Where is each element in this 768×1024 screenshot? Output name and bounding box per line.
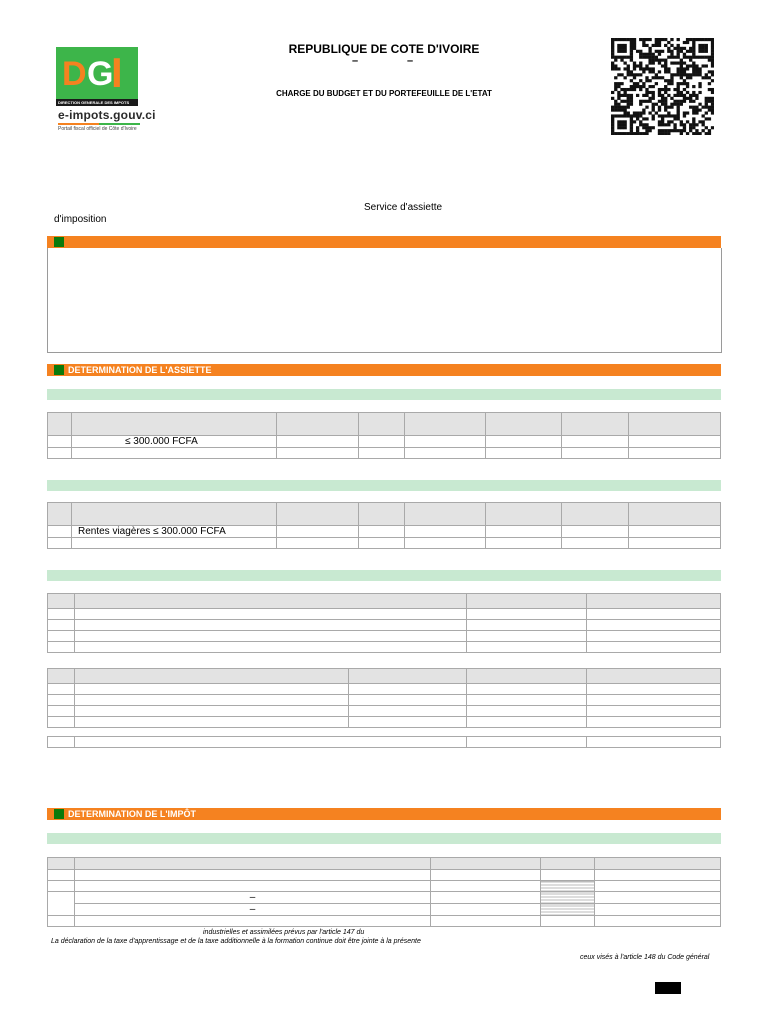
table-row — [48, 737, 721, 748]
table-row — [48, 609, 721, 620]
impot-table — [47, 857, 721, 927]
table-row — [48, 436, 721, 448]
imposition-label: d'imposition — [54, 214, 107, 225]
section-title: DETERMINATION DE L'IMPÔT — [68, 809, 196, 819]
table-row — [48, 870, 721, 881]
table-row — [48, 892, 721, 904]
table-row — [48, 695, 721, 706]
table-row — [48, 631, 721, 642]
table-row — [48, 717, 721, 728]
logo-letter-g: G — [87, 55, 114, 93]
row-dash: – — [75, 892, 431, 904]
table-row — [48, 526, 721, 538]
title-dash: – — [407, 55, 414, 67]
section-bar-impot — [47, 808, 721, 820]
shaded-cell — [541, 881, 595, 892]
shaded-cell — [541, 904, 595, 916]
section-marker-icon — [54, 237, 64, 247]
service-label: Service d'assiette — [364, 202, 443, 213]
subsection-bar — [47, 389, 721, 400]
identification-box[interactable] — [47, 248, 722, 353]
section-marker-icon — [54, 809, 64, 819]
assiette-table-1 — [47, 412, 721, 459]
assiette-table-4 — [47, 668, 721, 728]
title-dash: – — [352, 55, 359, 67]
row-label: ≤ 300.000 FCFA — [72, 436, 277, 448]
table-row — [48, 881, 721, 892]
logo-strip: DIRECTION GENERALE DES IMPOTS — [56, 99, 138, 106]
subsection-bar — [47, 480, 721, 491]
note-line: ceux visés à l'article 148 du Code général — [580, 954, 710, 961]
page-number-box — [655, 982, 681, 994]
logo-tagline: Portail fiscal officiel de Côte d'Ivoire — [58, 126, 137, 132]
assiette-table-2 — [47, 502, 721, 549]
subsection-bar — [47, 833, 721, 844]
row-dash: – — [75, 904, 431, 916]
table-row — [48, 642, 721, 653]
logo-url[interactable]: e-impots.gouv.ci — [58, 108, 156, 122]
table-row — [48, 916, 721, 927]
section-bar-identification — [47, 236, 721, 248]
table-row — [48, 706, 721, 717]
assiette-total-row — [47, 736, 721, 748]
qr-code-icon — [611, 38, 714, 135]
logo-letter-d: D — [62, 55, 87, 93]
note-line: La déclaration de la taxe d'apprentissage et de la taxe additionnelle à la formation continue doit être jointe à la présente — [51, 938, 421, 945]
table-row — [48, 538, 721, 549]
section-bar-assiette — [47, 364, 721, 376]
assiette-table-3 — [47, 593, 721, 653]
section-marker-icon — [54, 365, 64, 375]
table-row — [48, 904, 721, 916]
ministry-subtitle: CHARGE DU BUDGET ET DU PORTEFEUILLE DE L'ETAT — [276, 89, 492, 98]
row-label: Rentes viagères ≤ 300.000 FCFA — [72, 526, 277, 538]
logo-divider — [58, 123, 140, 125]
shaded-cell — [541, 892, 595, 904]
table-row — [48, 448, 721, 459]
table-row — [48, 620, 721, 631]
subsection-bar — [47, 570, 721, 581]
table-row — [48, 684, 721, 695]
logo-letter-i: I — [111, 49, 123, 96]
note-line: industrielles et assimilées prévus par l'article 147 du — [203, 929, 365, 936]
section-title: DETERMINATION DE L'ASSIETTE — [68, 365, 212, 375]
page-title: REPUBLIQUE DE COTE D'IVOIRE — [288, 42, 480, 56]
